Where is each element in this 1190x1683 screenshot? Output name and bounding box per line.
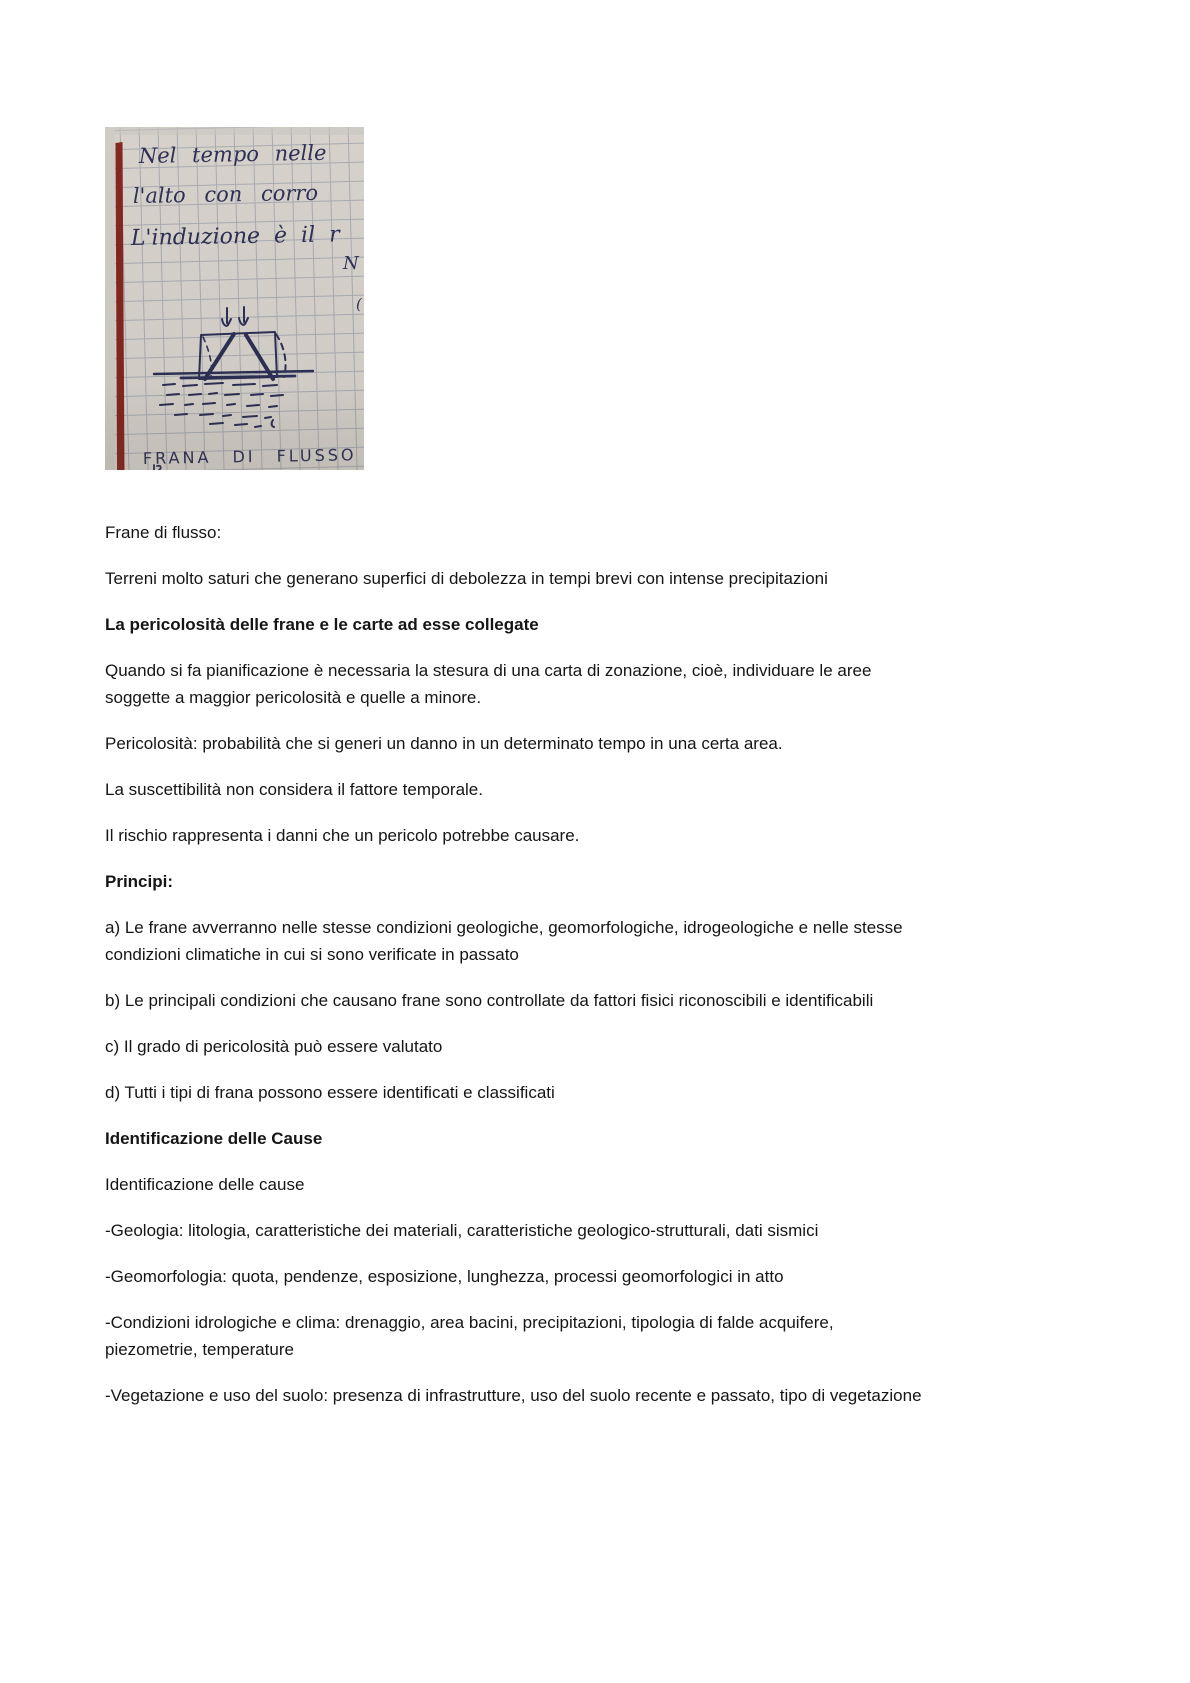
paragraph-line: Identificazione delle Cause <box>105 1129 323 1148</box>
paragraph-line: La suscettibilità non considera il fattore temporale. <box>105 780 483 799</box>
paragraph-line: Quando si fa pianificazione è necessaria la stesura di una carta di zonazione, cioè, individuare le aree <box>105 661 872 680</box>
photo-shading <box>105 127 364 470</box>
handwritten-sketch-image <box>105 127 364 470</box>
document-paragraph <box>105 1171 1071 1198</box>
document-paragraph <box>105 1079 1071 1106</box>
document-paragraph <box>105 776 1071 803</box>
paragraph-line: La pericolosità delle frane e le carte ad esse collegate <box>105 615 539 634</box>
document-paragraph <box>105 914 1071 968</box>
paragraph-line: Identificazione delle cause <box>105 1175 305 1194</box>
paragraph-line: Pericolosità: probabilità che si generi un danno in un determinato tempo in una certa area. <box>105 734 783 753</box>
document-paragraph <box>105 730 1071 757</box>
document-paragraph <box>105 1309 1071 1363</box>
paragraph-line: -Geologia: litologia, caratteristiche dei materiali, caratteristiche geologico-strutturali, dati sismici <box>105 1221 819 1240</box>
paragraph-line: c) Il grado di pericolosità può essere valutato <box>105 1037 443 1056</box>
paragraph-line: Frane di flusso: <box>105 523 222 542</box>
document-paragraph <box>105 1263 1071 1290</box>
paragraph-line: soggette a maggior pericolosità e quelle a minore. <box>105 688 482 707</box>
paragraph-line: Terreni molto saturi che generano superfici di debolezza in tempi brevi con intense precipitazioni <box>105 569 828 588</box>
paragraph-line: -Geomorfologia: quota, pendenze, esposizione, lunghezza, processi geomorfologici in atto <box>105 1267 784 1286</box>
notebook-photo <box>105 127 364 470</box>
paragraph-line: d) Tutti i tipi di frana possono essere identificati e classificati <box>105 1083 555 1102</box>
paragraph-line: piezometrie, temperature <box>105 1340 294 1359</box>
document-paragraph <box>105 1217 1071 1244</box>
paragraph-line: a) Le frane avverranno nelle stesse condizioni geologiche, geomorfologiche, idrogeologiche e nelle stesse <box>105 918 903 937</box>
document-paragraph <box>105 565 1071 592</box>
paragraph-line: Principi: <box>105 872 174 891</box>
document-paragraph <box>105 822 1071 849</box>
paragraph-line: condizioni climatiche in cui si sono verificate in passato <box>105 945 519 964</box>
section-heading <box>105 1125 1071 1152</box>
paragraph-line: Il rischio rappresenta i danni che un pericolo potrebbe causare. <box>105 826 580 845</box>
document-paragraph <box>105 1033 1071 1060</box>
paragraph-line: -Vegetazione e uso del suolo: presenza di infrastrutture, uso del suolo recente e passato, tipo di vegetazione <box>105 1386 922 1405</box>
document-paragraph <box>105 657 1071 711</box>
document-paragraph <box>105 1382 1071 1409</box>
section-heading <box>105 611 1071 638</box>
section-heading <box>105 868 1071 895</box>
paragraph-line: -Condizioni idrologiche e clima: drenaggio, area bacini, precipitazioni, tipologia di falde acquifere, <box>105 1313 834 1332</box>
document-page <box>105 127 1071 1428</box>
document-paragraph <box>105 519 1071 546</box>
document-paragraph <box>105 987 1071 1014</box>
paragraph-line: b) Le principali condizioni che causano frane sono controllate da fattori fisici riconoscibili e identificabili <box>105 991 874 1010</box>
document-body <box>105 519 1071 1409</box>
